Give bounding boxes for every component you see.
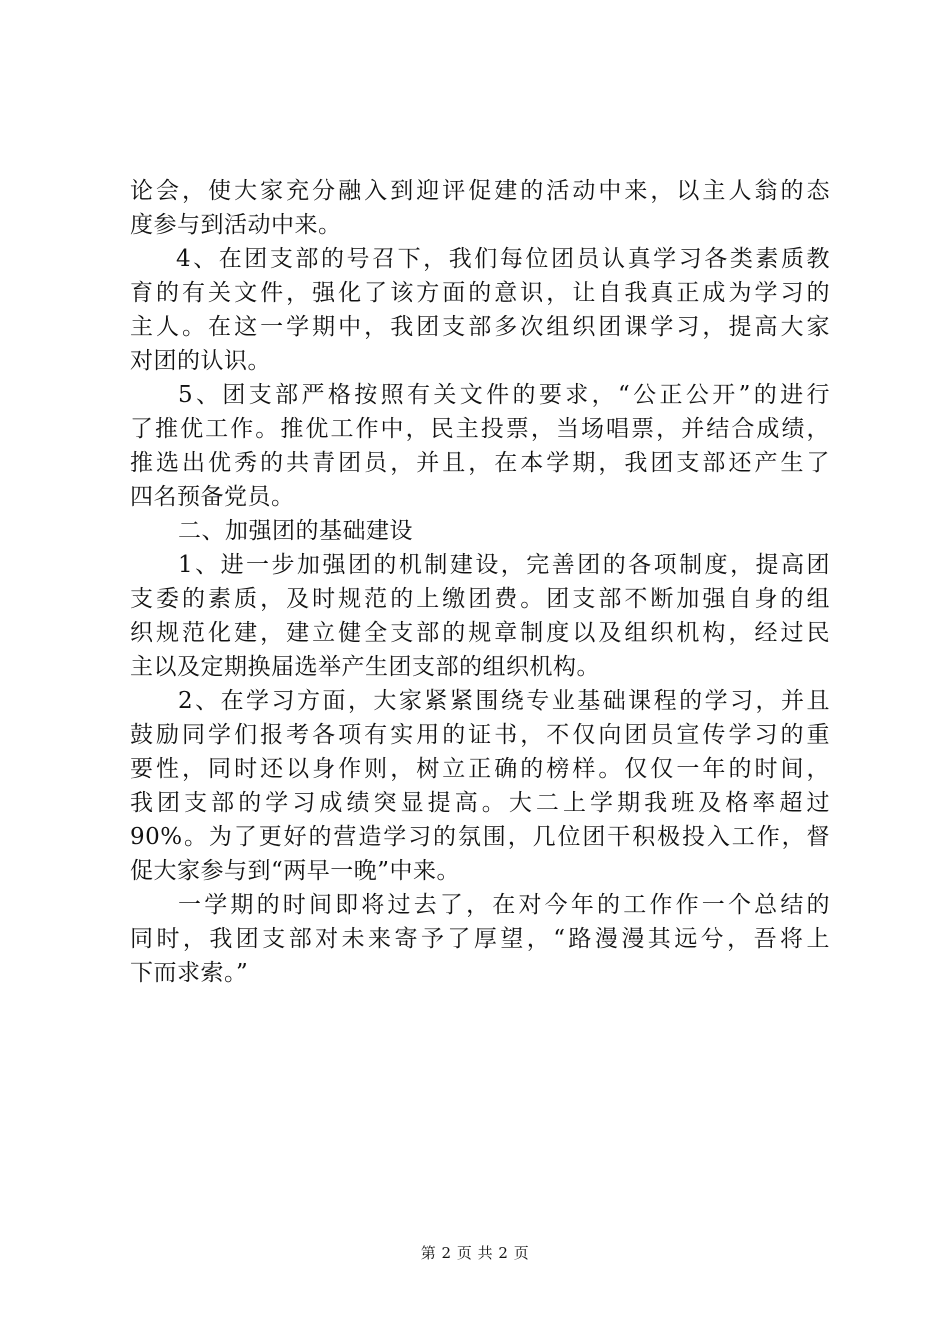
page-footer: 第 2 页 共 2 页	[420, 1244, 530, 1262]
paragraph-line: 90%。为了更好的营造学习的氛围，几位团干积极投入工作，督	[130, 824, 830, 850]
paragraph-line: 1、进一步加强团的机制建设，完善团的各项制度，提高团	[178, 552, 830, 578]
paragraph-line: 支委的素质，及时规范的上缴团费。团支部不断加强自身的组	[130, 586, 830, 612]
paragraph-line: 促大家参与到“两早一晚”中来。	[130, 858, 461, 884]
section-heading: 二、加强团的基础建设	[178, 518, 413, 544]
paragraph-line: 2、在学习方面，大家紧紧围绕专业基础课程的学习，并且	[178, 688, 830, 714]
paragraph-line: 了推优工作。推优工作中，民主投票，当场唱票，并结合成绩，	[130, 416, 830, 442]
paragraph-line: 5、团支部严格按照有关文件的要求，“公正公开”的进行	[178, 382, 830, 408]
paragraph-line: 下而求索。”	[130, 960, 249, 986]
paragraph-line: 主人。在这一学期中，我团支部多次组织团课学习，提高大家	[130, 314, 830, 340]
paragraph-line: 我团支部的学习成绩突显提高。大二上学期我班及格率超过	[130, 790, 830, 816]
paragraph-line: 同时，我团支部对未来寄予了厚望，“路漫漫其远兮，吾将上	[130, 926, 830, 952]
paragraph-line: 育的有关文件，强化了该方面的意识，让自我真正成为学习的	[130, 280, 830, 306]
paragraph-line: 鼓励同学们报考各项有实用的证书，不仅向团员宣传学习的重	[130, 722, 830, 748]
paragraph-line: 度参与到活动中来。	[130, 212, 342, 238]
paragraph-line: 对团的认识。	[130, 348, 271, 374]
paragraph-line: 推选出优秀的共青团员，并且，在本学期，我团支部还产生了	[130, 450, 830, 476]
paragraph-line: 4、在团支部的号召下，我们每位团员认真学习各类素质教	[176, 246, 830, 272]
paragraph-line: 一学期的时间即将过去了，在对今年的工作作一个总结的	[178, 892, 830, 918]
document-body	[130, 174, 830, 990]
paragraph-line: 四名预备党员。	[130, 484, 295, 510]
paragraph-line: 要性，同时还以身作则，树立正确的榜样。仅仅一年的时间，	[130, 756, 830, 782]
paragraph-line: 织规范化建，建立健全支部的规章制度以及组织机构，经过民	[130, 620, 830, 646]
paragraph-line: 主以及定期换届选举产生团支部的组织机构。	[130, 654, 600, 680]
paragraph-line: 论会，使大家充分融入到迎评促建的活动中来，以主人翁的态	[130, 178, 830, 204]
